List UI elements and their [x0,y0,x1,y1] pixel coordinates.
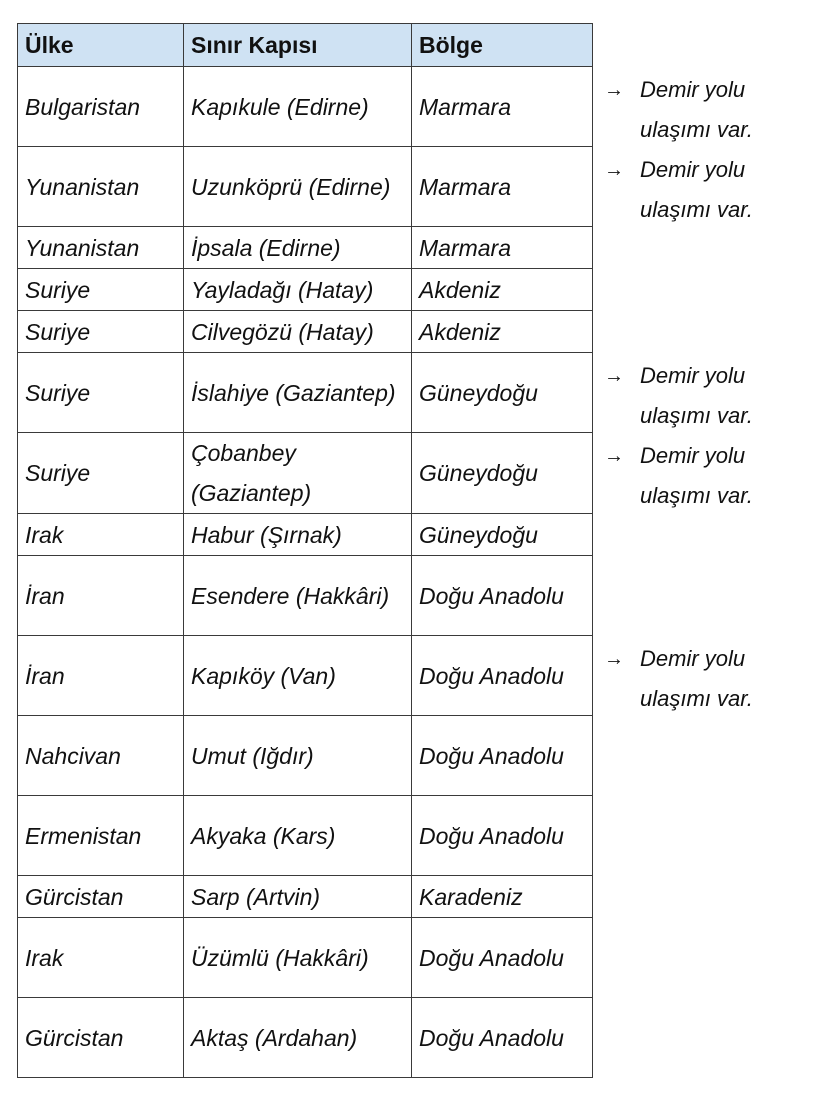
header-region: Bölge [412,24,593,67]
cell-region: Marmara [412,227,593,269]
cell-border-gate: Esendere (Hakkâri) [184,556,412,636]
railway-note-text: Demir yolu ulaşımı var. [640,645,753,711]
border-crossings-table [17,23,593,1078]
railway-note-text: Demir yolu ulaşımı var. [640,76,753,142]
cell-border-gate: Akyaka (Kars) [184,796,412,876]
cell-region: Akdeniz [412,269,593,311]
table-header-row [18,24,593,67]
railway-note-text: Demir yolu ulaşımı var. [640,362,753,428]
cell-country: Bulgaristan [18,67,184,147]
cell-region: Doğu Anadolu [412,636,593,716]
cell-country: Suriye [18,269,184,311]
cell-country: Suriye [18,433,184,514]
cell-region: Güneydoğu [412,353,593,433]
cell-border-gate: İslahiye (Gaziantep) [184,353,412,433]
cell-country: Ermenistan [18,796,184,876]
cell-region: Güneydoğu [412,514,593,556]
cell-border-gate: Umut (Iğdır) [184,716,412,796]
railway-note-text: Demir yolu ulaşımı var. [640,156,753,222]
table-row [18,918,593,998]
table-row [18,227,593,269]
table-row [18,353,593,433]
table-row [18,998,593,1078]
cell-border-gate: Uzunköprü (Edirne) [184,147,412,227]
table-row [18,433,593,514]
cell-region: Doğu Anadolu [412,998,593,1078]
table-body [18,67,593,1078]
header-country: Ülke [18,24,184,67]
cell-country: İran [18,556,184,636]
cell-border-gate: Yayladağı (Hatay) [184,269,412,311]
cell-border-gate: Kapıköy (Van) [184,636,412,716]
cell-region: Doğu Anadolu [412,556,593,636]
cell-border-gate: Sarp (Artvin) [184,876,412,918]
table-row [18,636,593,716]
cell-border-gate: Üzümlü (Hakkâri) [184,918,412,998]
cell-country: Gürcistan [18,998,184,1078]
table-row [18,147,593,227]
table-row [18,716,593,796]
cell-country: Suriye [18,353,184,433]
cell-country: Suriye [18,311,184,353]
table-row [18,67,593,147]
cell-border-gate: Cilvegözü (Hatay) [184,311,412,353]
cell-region: Güneydoğu [412,433,593,514]
cell-border-gate: İpsala (Edirne) [184,227,412,269]
cell-country: Yunanistan [18,147,184,227]
railway-note-text: Demir yolu ulaşımı var. [640,442,753,508]
cell-border-gate: Aktaş (Ardahan) [184,998,412,1078]
cell-region: Doğu Anadolu [412,716,593,796]
cell-country: Gürcistan [18,876,184,918]
arrow-right-icon: → [604,444,624,467]
cell-country: Yunanistan [18,227,184,269]
cell-region: Marmara [412,147,593,227]
table-row [18,514,593,556]
table-row [18,311,593,353]
cell-country: Nahcivan [18,716,184,796]
cell-region: Karadeniz [412,876,593,918]
cell-border-gate: Kapıkule (Edirne) [184,67,412,147]
table-row [18,796,593,876]
header-border-gate: Sınır Kapısı [184,24,412,67]
arrow-right-icon: → [604,364,624,387]
cell-region: Doğu Anadolu [412,796,593,876]
arrow-right-icon: → [604,647,624,670]
arrow-right-icon: → [604,158,624,181]
cell-region: Akdeniz [412,311,593,353]
cell-country: Irak [18,918,184,998]
cell-country: Irak [18,514,184,556]
cell-region: Marmara [412,67,593,147]
table-row [18,269,593,311]
cell-border-gate: Çobanbey (Gaziantep) [184,433,412,514]
table-row [18,876,593,918]
cell-border-gate: Habur (Şırnak) [184,514,412,556]
table-row [18,556,593,636]
arrow-right-icon: → [604,78,624,101]
cell-country: İran [18,636,184,716]
cell-region: Doğu Anadolu [412,918,593,998]
